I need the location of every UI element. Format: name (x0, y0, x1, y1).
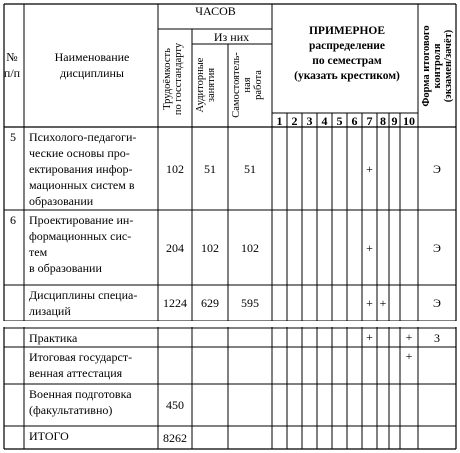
semester-header: 4 (321, 114, 328, 128)
header-self-work: Самостоятель- ная работа (231, 52, 264, 118)
row-name: Практика (29, 330, 78, 345)
row-name: Итоговая государст- венная аттестация (29, 350, 133, 380)
row-name: Психолого-педагоги- ческие основы про- ектирования инфор- мационных систем в образовании (29, 130, 137, 208)
semester-mark: + (405, 330, 413, 344)
semester-mark: + (379, 296, 387, 310)
row-total: 8262 (163, 430, 187, 445)
semester-header: 3 (306, 114, 313, 128)
table-separator (0, 321, 460, 327)
header-num: № п/п (3, 50, 21, 80)
row-total: 204 (166, 240, 184, 255)
row-num: 6 (10, 213, 16, 227)
row-auditory: 102 (201, 240, 219, 255)
header-distribution: ПРИМЕРНОЕ распределение по семестрам (указать крестиком) (294, 25, 400, 82)
row-auditory: 51 (204, 161, 216, 176)
semester-header: 5 (336, 114, 343, 128)
semester-mark: + (405, 349, 413, 363)
header-total-hours: Трудоёмкость по госстандарту (162, 42, 184, 116)
row-name: ИТОГО (29, 429, 69, 443)
semester-header: 1 (276, 114, 283, 128)
semester-header: 9 (391, 114, 398, 128)
row-total: 450 (166, 398, 184, 412)
header-final-control: Форма итогового контроля (экзамен/зачёт) (421, 25, 454, 107)
semester-header: 8 (380, 114, 386, 128)
row-control: Э (433, 161, 441, 176)
header-from-them: Из них (213, 30, 250, 44)
row-self-work: 51 (244, 161, 256, 176)
semester-header: 6 (351, 114, 358, 128)
semester-header: 2 (291, 114, 298, 128)
header-name: Наименование дисциплины (54, 50, 130, 80)
row-name: Дисциплины специа- лизаций (29, 288, 138, 318)
semester-mark: + (366, 296, 373, 310)
row-control: 3 (434, 331, 440, 345)
semester-mark: + (366, 240, 373, 255)
row-name: Проектирование ин- формационных сис- тем в образовании (29, 213, 134, 275)
row-control: Э (433, 240, 441, 255)
header-hours: ЧАСОВ (195, 4, 236, 18)
semester-mark: + (366, 161, 373, 176)
row-name: Военная подготовка (факультативно) (29, 387, 132, 417)
semester-header: 7 (366, 114, 373, 128)
semester-header: 10 (403, 114, 415, 128)
row-total: 102 (166, 161, 184, 176)
semester-mark: + (366, 330, 373, 344)
row-control: Э (433, 296, 441, 310)
row-num: 5 (10, 130, 16, 144)
row-self-work: 595 (241, 296, 259, 310)
row-self-work: 102 (241, 240, 259, 255)
header-auditory: Аудиторные занятия (195, 57, 217, 113)
row-total: 1224 (163, 296, 187, 310)
row-auditory: 629 (201, 296, 219, 310)
